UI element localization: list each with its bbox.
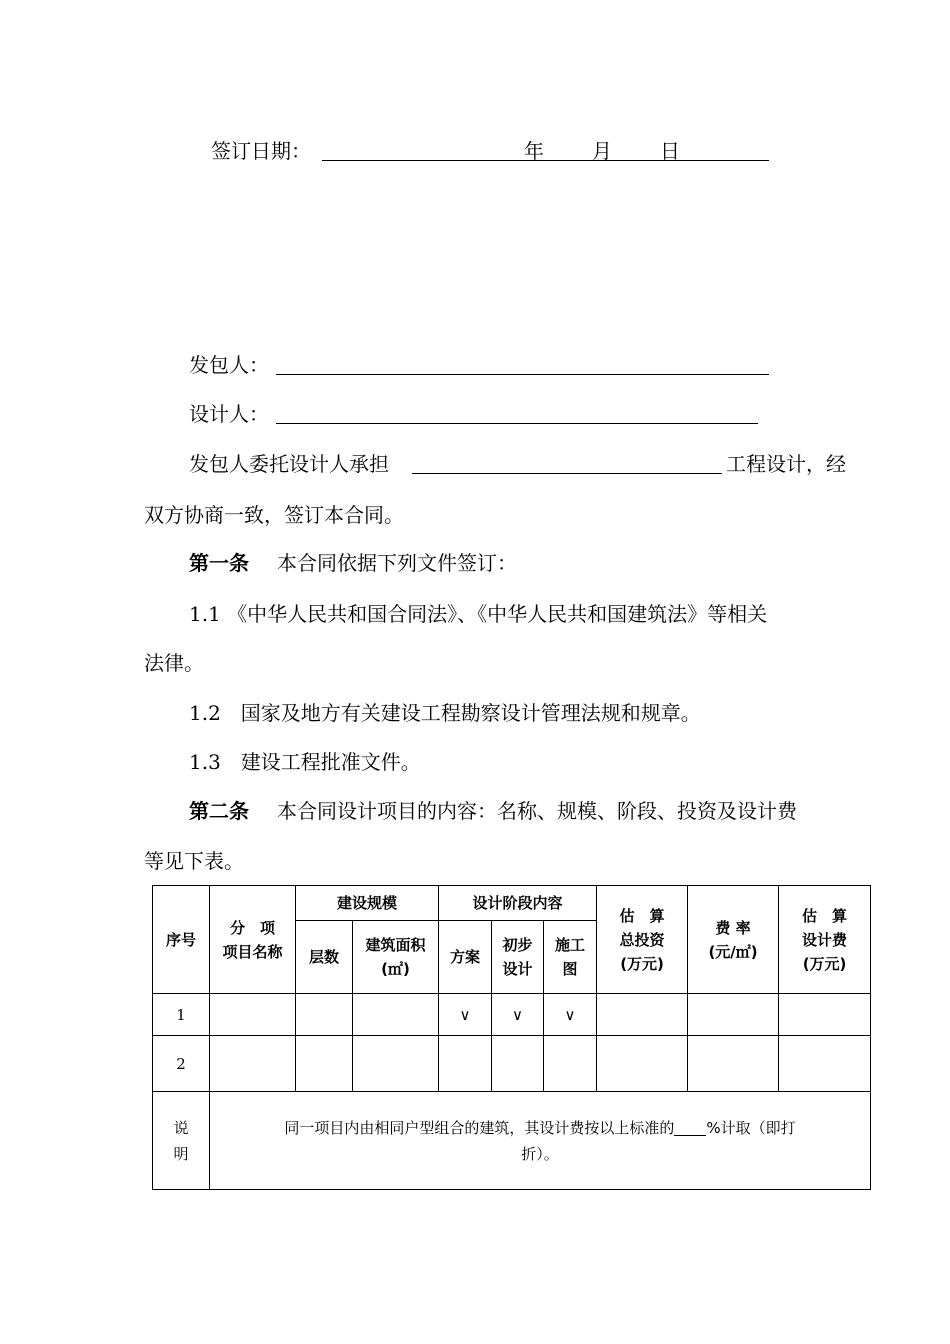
header-area-line2: (㎡) <box>381 960 410 978</box>
table-row <box>153 1036 871 1092</box>
header-design-fee <box>779 886 871 994</box>
header-design-fee-line1: 估 算 <box>802 906 848 925</box>
note-text <box>210 1092 871 1190</box>
row-seq: 2 <box>153 1036 210 1092</box>
header-design-fee-line3: (万元) <box>802 954 847 973</box>
row-rate-cell[interactable] <box>688 1036 779 1092</box>
sign-date-year: 年 <box>524 139 544 163</box>
row-floors-cell[interactable] <box>296 1036 353 1092</box>
row-area-cell[interactable] <box>353 1036 439 1092</box>
header-area-line1: 建筑面积 <box>365 936 426 954</box>
row-rate-cell[interactable] <box>688 994 779 1036</box>
note-label-line2: 明 <box>173 1144 189 1163</box>
note-text-end: 折）。 <box>521 1144 559 1163</box>
intro-line1-start: 发包人委托设计人承担 <box>189 452 389 476</box>
sign-date-underline[interactable] <box>322 160 769 161</box>
header-stages: 设计阶段内容 <box>439 886 597 921</box>
sign-date-day: 日 <box>660 139 680 163</box>
row-item-name-cell[interactable] <box>210 994 296 1036</box>
row-item-name-cell[interactable] <box>210 1036 296 1092</box>
header-investment-line3: (万元) <box>620 954 664 973</box>
header-investment-line1: 估 算 <box>619 906 665 925</box>
intro-line1-end: 工程设计，经 <box>726 452 846 476</box>
row-construction-check[interactable]: ∨ <box>544 994 597 1036</box>
row-investment-cell[interactable] <box>597 994 688 1036</box>
header-item-name <box>210 886 296 994</box>
header-item-name-line1: 分 项 <box>229 918 275 937</box>
employer-label: 发包人： <box>189 353 269 377</box>
note-label-line1: 说 <box>173 1118 189 1137</box>
header-design-fee-line2: 设计费 <box>802 930 848 949</box>
project-table <box>152 885 871 1190</box>
note-row <box>153 1092 871 1190</box>
row-floors-cell[interactable] <box>296 994 353 1036</box>
header-floors: 层数 <box>296 921 353 994</box>
header-preliminary <box>492 921 544 994</box>
header-preliminary-line2: 设计 <box>502 960 533 978</box>
row-area-cell[interactable] <box>353 994 439 1036</box>
header-item-name-line2: 项目名称 <box>222 942 283 961</box>
note-label <box>153 1092 210 1190</box>
header-construction-line2: 图 <box>562 960 578 978</box>
header-seq: 序号 <box>153 886 210 994</box>
article1-item3: 1.3 建设工程批准文件。 <box>189 750 421 774</box>
article1-title: 第一条 <box>189 551 249 575</box>
header-area <box>353 921 439 994</box>
row-preliminary-check[interactable]: ∨ <box>492 994 544 1036</box>
header-construction <box>544 921 597 994</box>
employer-underline[interactable] <box>276 374 769 375</box>
row-scheme-check[interactable]: ∨ <box>439 994 492 1036</box>
row-seq: 1 <box>153 994 210 1036</box>
header-investment <box>597 886 688 994</box>
note-text-start: 同一项目内由相同户型组合的建筑，其设计费按以上标准的 <box>284 1118 675 1137</box>
designer-label: 设计人： <box>189 402 269 426</box>
row-design-fee-cell[interactable] <box>779 1036 871 1092</box>
header-investment-line2: 总投资 <box>619 930 665 949</box>
row-preliminary-check[interactable] <box>492 1036 544 1092</box>
header-rate <box>688 886 779 994</box>
header-preliminary-line1: 初步 <box>502 936 533 954</box>
designer-underline[interactable] <box>276 423 758 424</box>
header-scale: 建设规模 <box>296 886 439 921</box>
sign-date-month: 月 <box>592 139 612 163</box>
article1-item1-line2: 法律。 <box>144 651 204 675</box>
project-name-underline[interactable] <box>412 473 722 474</box>
note-text-mid: %计取（即打 <box>706 1118 796 1137</box>
header-construction-line1: 施工 <box>555 936 586 954</box>
article1-item2: 1.2 国家及地方有关建设工程勘察设计管理法规和规章。 <box>189 701 701 725</box>
article2-text-line2: 等见下表。 <box>144 849 244 873</box>
header-rate-line1: 费 率 <box>715 918 751 937</box>
row-investment-cell[interactable] <box>597 1036 688 1092</box>
row-design-fee-cell[interactable] <box>779 994 871 1036</box>
header-scheme: 方案 <box>439 921 492 994</box>
note-percent-blank[interactable] <box>674 1119 706 1136</box>
row-construction-check[interactable] <box>544 1036 597 1092</box>
table-row <box>153 994 871 1036</box>
sign-date-label: 签订日期： <box>211 139 311 163</box>
article2-title: 第二条 <box>189 799 249 823</box>
article2-text-line1: 本合同设计项目的内容：名称、规模、阶段、投资及设计费 <box>277 799 797 823</box>
row-scheme-check[interactable] <box>439 1036 492 1092</box>
intro-line2: 双方协商一致，签订本合同。 <box>144 503 404 527</box>
article1-item1-line1: 1.1 《中华人民共和国合同法》、《中华人民共和国建筑法》等相关 <box>189 602 768 626</box>
header-rate-line2: (元/㎡) <box>708 942 758 961</box>
article1-text: 本合同依据下列文件签订： <box>277 551 517 575</box>
